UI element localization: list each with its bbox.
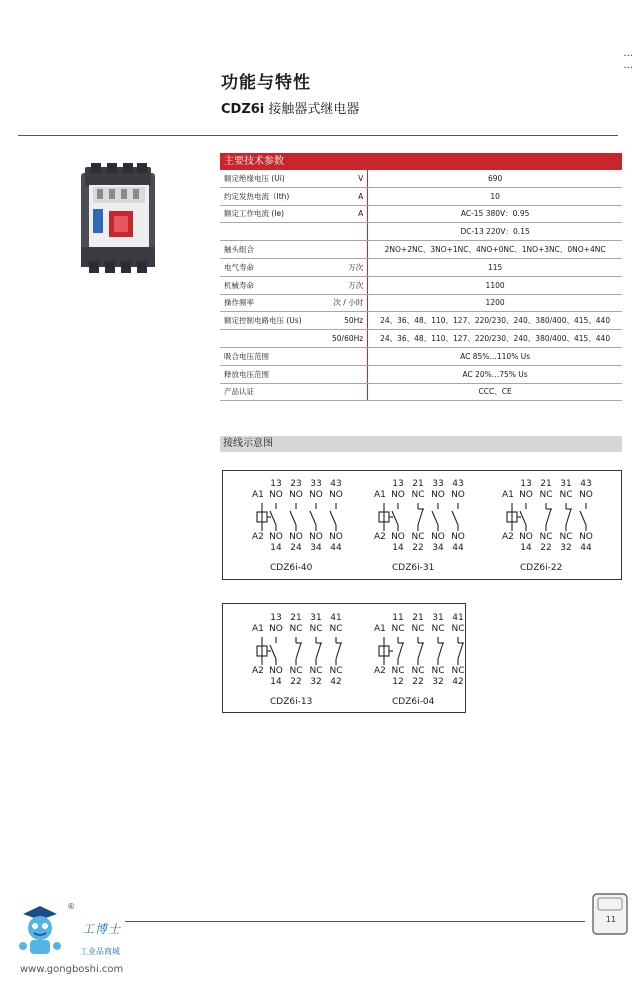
- spec-value: 115: [368, 258, 622, 276]
- coil-a1-label: A1: [252, 624, 264, 634]
- spec-row: [220, 241, 622, 259]
- spec-param: [220, 223, 328, 241]
- contact-symbols: [240, 637, 360, 667]
- spec-unit: [328, 383, 368, 401]
- contact-type-top: NC: [391, 624, 405, 634]
- diagram-model-label: CDZ6i-22: [520, 563, 563, 573]
- contact-type-top: NO: [269, 624, 283, 634]
- wiring-diagram: [362, 610, 482, 710]
- contact-type-bottom: NC: [309, 666, 323, 676]
- spec-unit: 万次: [328, 276, 368, 294]
- contact-type-bottom: NO: [309, 532, 323, 542]
- contact-type-bottom: NO: [269, 532, 283, 542]
- terminal-top-number: 11: [392, 613, 404, 623]
- terminal-bottom-number: 34: [310, 543, 322, 553]
- nc-contact-blade: [398, 643, 403, 659]
- contact-type-top: NC: [431, 624, 445, 634]
- terminal-top-number: 43: [452, 479, 464, 489]
- no-contact-blade: [270, 511, 276, 525]
- diagram-model-label: CDZ6i-40: [270, 563, 313, 573]
- terminal-top-number: 13: [392, 479, 404, 489]
- coil-a2-label: A2: [252, 666, 264, 676]
- terminal-top-number: 13: [270, 613, 282, 623]
- spec-value: CCC、CE: [368, 383, 622, 401]
- spec-row: [220, 258, 622, 276]
- spec-value: DC-13 220V：0.15: [368, 223, 622, 241]
- spec-unit: 万次: [328, 258, 368, 276]
- spec-row: [220, 383, 622, 401]
- page-number: 11: [605, 915, 617, 924]
- spec-row: [220, 223, 622, 241]
- spec-unit: A: [328, 187, 368, 205]
- diagram-model-label: CDZ6i-13: [270, 697, 313, 707]
- nc-contact-blade: [438, 643, 443, 659]
- mascot-logo: [15, 900, 65, 962]
- brand-name: 工博士: [82, 922, 122, 936]
- spec-unit: V: [328, 170, 368, 187]
- terminal-bottom-number: 14: [392, 543, 404, 553]
- no-contact-blade: [520, 511, 526, 525]
- spec-value: 10: [368, 187, 622, 205]
- terminal-bottom-number: 24: [290, 543, 302, 553]
- terminal-bottom-number: 42: [330, 677, 342, 687]
- page-number-tab-icon: [592, 893, 628, 935]
- terminal-bottom-number: 14: [270, 543, 282, 553]
- diagram-model-label: CDZ6i-31: [392, 563, 435, 573]
- coil-a2-label: A2: [374, 666, 386, 676]
- spec-param: 释放电压范围: [220, 365, 328, 383]
- spec-row: [220, 170, 622, 187]
- contact-type-top: NO: [289, 490, 303, 500]
- wiring-diagram: [362, 476, 482, 576]
- diagram-model-label: CDZ6i-04: [392, 697, 435, 707]
- contact-type-bottom: NO: [431, 532, 445, 542]
- spec-row: [220, 205, 622, 223]
- spec-row: [220, 276, 622, 294]
- spec-param: 触头组合: [220, 241, 328, 259]
- coil-a1-label: A1: [252, 490, 264, 500]
- contact-type-top: NC: [329, 624, 343, 634]
- spec-param: 机械寿命: [220, 276, 328, 294]
- contact-symbols: [362, 637, 482, 667]
- spec-param: 电气寿命: [220, 258, 328, 276]
- spec-param: 额定工作电流 (Ie): [220, 205, 328, 223]
- terminal-top-number: 31: [432, 613, 444, 623]
- terminal-top-number: 13: [270, 479, 282, 489]
- terminal-top-number: 41: [452, 613, 464, 623]
- terminal-top-number: 31: [560, 479, 572, 489]
- spec-unit: [328, 365, 368, 383]
- no-contact-blade: [432, 511, 438, 525]
- spec-value: 2NO+2NC、3NO+1NC、4NO+0NC、1NO+3NC、0NO+4NC: [368, 241, 622, 259]
- terminal-bottom-number: 14: [270, 677, 282, 687]
- contact-type-bottom: NO: [329, 532, 343, 542]
- spec-value: 1100: [368, 276, 622, 294]
- contact-type-top: NO: [519, 490, 533, 500]
- contact-type-bottom: NO: [289, 532, 303, 542]
- contact-type-bottom: NO: [451, 532, 465, 542]
- contact-type-top: NO: [329, 490, 343, 500]
- nc-contact-blade: [316, 643, 321, 659]
- contact-symbols: [240, 503, 360, 533]
- spec-param: 操作频率: [220, 294, 328, 312]
- spec-value: AC-15 380V：0.95: [368, 205, 622, 223]
- terminal-bottom-number: 32: [432, 677, 444, 687]
- nc-contact-blade: [296, 643, 301, 659]
- wiring-diagram: [240, 610, 360, 710]
- page-subtitle: [221, 98, 359, 117]
- terminal-bottom-number: 42: [452, 677, 464, 687]
- spec-param: [220, 330, 328, 348]
- wiring-section-header: 接线示意图: [220, 436, 622, 452]
- terminal-top-number: 41: [330, 613, 342, 623]
- contact-type-bottom: NC: [411, 666, 425, 676]
- no-contact-blade: [270, 645, 276, 659]
- contact-type-top: NO: [451, 490, 465, 500]
- contact-type-bottom: NC: [559, 532, 573, 542]
- spec-row: [220, 330, 622, 348]
- contact-type-top: NO: [269, 490, 283, 500]
- contact-type-top: NO: [391, 490, 405, 500]
- no-contact-blade: [330, 511, 336, 525]
- terminal-top-number: 33: [310, 479, 322, 489]
- terminal-top-number: 33: [432, 479, 444, 489]
- contact-type-bottom: NO: [269, 666, 283, 676]
- terminal-top-number: 31: [310, 613, 322, 623]
- spec-unit: [328, 347, 368, 365]
- terminal-top-number: 43: [330, 479, 342, 489]
- contact-type-bottom: NC: [391, 666, 405, 676]
- spec-unit: A: [328, 205, 368, 223]
- contactor-relay-image: [75, 163, 161, 275]
- spec-value: 24、36、48、110、127、220/230、240、380/400、415、440: [368, 330, 622, 348]
- contact-symbols: [362, 503, 482, 533]
- coil-a2-label: A2: [252, 532, 264, 542]
- nc-contact-blade: [418, 643, 423, 659]
- contact-type-top: NC: [289, 624, 303, 634]
- terminal-top-number: 21: [412, 479, 424, 489]
- terminal-bottom-number: 44: [330, 543, 342, 553]
- terminal-top-number: 21: [290, 613, 302, 623]
- terminal-bottom-number: 32: [560, 543, 572, 553]
- spec-unit: 次 / 小时: [328, 294, 368, 312]
- terminal-top-number: 21: [412, 613, 424, 623]
- nc-contact-blade: [458, 643, 463, 659]
- contact-type-top: NC: [309, 624, 323, 634]
- spec-row: [220, 312, 622, 330]
- spec-row: [220, 187, 622, 205]
- terminal-bottom-number: 22: [412, 543, 424, 553]
- spec-unit: 50/60Hz: [328, 330, 368, 348]
- spec-value: 1200: [368, 294, 622, 312]
- spec-param: 额定控制电路电压 (Us): [220, 312, 328, 330]
- terminal-bottom-number: 34: [432, 543, 444, 553]
- terminal-bottom-number: 44: [452, 543, 464, 553]
- terminal-bottom-number: 32: [310, 677, 322, 687]
- contact-type-top: NC: [451, 624, 465, 634]
- contact-type-bottom: NO: [391, 532, 405, 542]
- contact-type-bottom: NO: [579, 532, 593, 542]
- spec-value: AC 20%…75% Us: [368, 365, 622, 383]
- contact-type-bottom: NO: [519, 532, 533, 542]
- spec-value: 690: [368, 170, 622, 187]
- footer-divider: [125, 921, 585, 922]
- contact-type-bottom: NC: [329, 666, 343, 676]
- spec-unit: [328, 241, 368, 259]
- contact-type-bottom: NC: [431, 666, 445, 676]
- coil-a1-label: A1: [374, 490, 386, 500]
- nc-contact-blade: [418, 509, 423, 525]
- contact-type-top: NC: [411, 624, 425, 634]
- spec-row: [220, 294, 622, 312]
- coil-a1-label: A1: [374, 624, 386, 634]
- contact-type-top: NC: [411, 490, 425, 500]
- terminal-bottom-number: 22: [412, 677, 424, 687]
- contact-type-top: NO: [431, 490, 445, 500]
- no-contact-blade: [452, 511, 458, 525]
- brand-tagline: 工业品商城: [80, 947, 120, 956]
- spec-unit: [328, 223, 368, 241]
- terminal-top-number: 43: [580, 479, 592, 489]
- no-contact-blade: [290, 511, 296, 525]
- coil-a1-label: A1: [502, 490, 514, 500]
- spec-section-header: 主要技术参数: [220, 153, 622, 170]
- no-contact-blade: [392, 511, 398, 525]
- contact-type-bottom: NC: [289, 666, 303, 676]
- nc-contact-blade: [566, 509, 571, 525]
- subtitle-text: 接触器式继电器: [264, 102, 360, 117]
- contact-symbols: [490, 503, 610, 533]
- terminal-bottom-number: 44: [580, 543, 592, 553]
- spec-unit: 50Hz: [328, 312, 368, 330]
- terminal-top-number: 21: [540, 479, 552, 489]
- spec-param: 额定绝缘电压 (Ui): [220, 170, 328, 187]
- spec-value: 24、36、48、110、127、220/230、240、380/400、415、440: [368, 312, 622, 330]
- spec-param: 吸合电压范围: [220, 347, 328, 365]
- spec-value: AC 85%…110% Us: [368, 347, 622, 365]
- terminal-bottom-number: 22: [540, 543, 552, 553]
- contact-type-bottom: NC: [539, 532, 553, 542]
- header-divider: [18, 135, 618, 136]
- nc-contact-blade: [546, 509, 551, 525]
- contact-type-top: NC: [559, 490, 573, 500]
- contact-type-bottom: NC: [411, 532, 425, 542]
- corner-marks: ... ...: [623, 48, 633, 71]
- contact-type-bottom: NC: [451, 666, 465, 676]
- wiring-diagram: [240, 476, 360, 576]
- subtitle-model: CDZ6i: [221, 102, 265, 117]
- website-url: www.gongboshi.com: [20, 964, 124, 975]
- spec-table: [220, 170, 622, 401]
- terminal-bottom-number: 22: [290, 677, 302, 687]
- wiring-diagram: [490, 476, 610, 576]
- coil-a2-label: A2: [374, 532, 386, 542]
- no-contact-blade: [310, 511, 316, 525]
- coil-a2-label: A2: [502, 532, 514, 542]
- spec-param: 约定发热电流（Ith): [220, 187, 328, 205]
- terminal-top-number: 13: [520, 479, 532, 489]
- nc-contact-blade: [336, 643, 341, 659]
- page-title: 功能与特性: [221, 73, 311, 93]
- contact-type-top: NC: [539, 490, 553, 500]
- terminal-bottom-number: 12: [392, 677, 404, 687]
- registered-mark: ®: [67, 902, 75, 911]
- terminal-bottom-number: 14: [520, 543, 532, 553]
- spec-row: [220, 347, 622, 365]
- spec-param: 产品认证: [220, 383, 328, 401]
- terminal-top-number: 23: [290, 479, 302, 489]
- spec-row: [220, 365, 622, 383]
- no-contact-blade: [580, 511, 586, 525]
- contact-type-top: NO: [309, 490, 323, 500]
- contact-type-top: NO: [579, 490, 593, 500]
